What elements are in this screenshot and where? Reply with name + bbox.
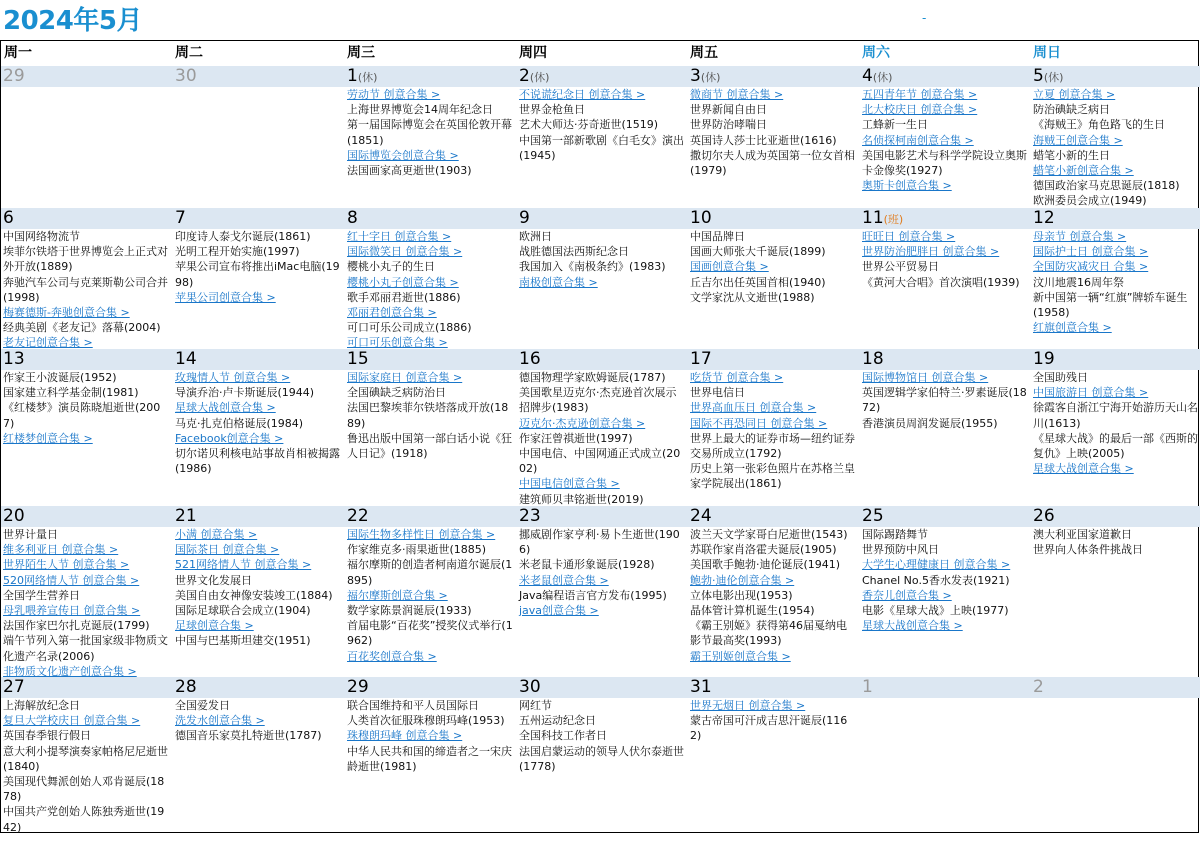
collection-link[interactable]: 百花奖创意合集 > (347, 649, 437, 663)
day-number: 1 (347, 66, 358, 86)
day-number: 13 (3, 349, 25, 369)
event-text: 鲁迅出版中国第一部白话小说《狂人日记》(1918) (347, 431, 512, 461)
event-text: 国际踢踏舞节 (862, 528, 928, 541)
event-text: 历史上第一张彩色照片在苏格兰皇家学院展出(1861) (690, 462, 855, 491)
day-cell[interactable] (859, 208, 1030, 349)
collection-link[interactable]: 霸王别姬创意合集 > (690, 649, 791, 663)
event-text: 中国网络物流节 (3, 230, 80, 243)
collection-link[interactable]: 全国防灾减灾日 合集 > (1033, 260, 1149, 274)
collection-link[interactable]: 世界高血压日 创意合集 > (690, 401, 817, 415)
collection-link[interactable]: 梅赛德斯-奔驰创意合集 > (3, 306, 130, 320)
day-cell[interactable] (1030, 66, 1200, 208)
collection-link[interactable]: 星球大战创意合集 > (175, 401, 276, 415)
collection-link[interactable]: 母亲节 创意合集 > (1033, 230, 1127, 243)
day-number: 17 (690, 349, 712, 369)
holiday-tag: (休) (357, 71, 378, 84)
day-header (1, 349, 172, 370)
collection-link[interactable]: 国际微笑日 创意合集 > (347, 245, 463, 259)
collection-link[interactable]: 米老鼠创意合集 > (519, 573, 609, 587)
event-text: 晶体管计算机诞生(1954) (690, 604, 815, 618)
day-header (1030, 208, 1200, 229)
event-text: 《红楼梦》演员陈晓旭逝世(2007) (3, 401, 161, 430)
calendar (0, 40, 1199, 833)
day-header (1, 506, 172, 527)
day-header (687, 349, 859, 370)
collection-link[interactable]: 邓丽君创意合集 > (347, 306, 437, 320)
collection-link[interactable]: 老友记创意合集 > (3, 336, 93, 349)
day-header (1, 677, 172, 698)
collection-link[interactable]: 小满 创意合集 > (175, 528, 258, 541)
collection-link[interactable]: 中国旅游日 创意合集 > (1033, 386, 1149, 400)
event-text: 第一届国际博览会在英国伦敦开幕(1851) (347, 118, 512, 147)
day-cell[interactable] (1030, 506, 1200, 677)
day-number: 30 (175, 66, 197, 86)
collection-link[interactable]: 苹果公司创意合集 > (175, 290, 276, 304)
day-header (687, 677, 859, 698)
collection-link[interactable]: 旺旺日 创意合集 > (862, 230, 956, 243)
event-text: 世界金枪鱼日 (519, 103, 585, 117)
day-header (172, 208, 344, 229)
weekday-label: 周一 (4, 45, 32, 61)
weekday-label: 周二 (175, 45, 203, 61)
event-text: 《星球大战》的最后一部《西斯的复仇》上映(2005) (1033, 431, 1198, 461)
event-text: 上海解放纪念日 (3, 699, 80, 712)
weekday-label: 周六 (862, 45, 890, 61)
event-text: 作家王小波诞辰(1952) (3, 371, 117, 384)
collection-link[interactable]: 国际家庭日 创意合集 > (347, 371, 463, 384)
event-text: 世界向人体条件挑战日 (1033, 543, 1143, 557)
collection-link[interactable]: 维多利亚日 创意合集 > (3, 543, 119, 557)
collection-link[interactable]: Facebook创意合集 > (175, 431, 284, 445)
event-text: 香港演员周润发诞辰(1955) (862, 416, 998, 430)
collection-link[interactable]: 复旦大学校庆日 创意合集 > (3, 714, 141, 728)
page-title: 2024年5月 (3, 6, 142, 36)
weekday-header (1, 41, 1198, 66)
event-text: 美国现代舞派创始人邓肯诞辰(1878) (3, 775, 165, 804)
event-text: 苏联作家肖洛霍夫诞辰(1905) (690, 543, 837, 557)
collection-link[interactable]: 国际不再恐同日 创意合集 > (690, 416, 828, 430)
day-number: 2 (1033, 677, 1044, 697)
day-cell[interactable] (516, 208, 687, 349)
day-cell[interactable] (172, 506, 344, 677)
collection-link[interactable]: 香奈儿创意合集 > (862, 588, 952, 602)
collection-link[interactable]: 名侦探柯南创意合集 > (862, 133, 974, 147)
collection-link[interactable]: 红旗创意合集 > (1033, 321, 1112, 335)
day-number: 20 (3, 506, 25, 526)
collection-link[interactable]: java创意合集 > (519, 604, 599, 618)
collection-link[interactable]: 国际博物馆日 创意合集 > (862, 371, 989, 384)
day-header (344, 349, 516, 370)
event-text: 世界预防中风日 (862, 543, 939, 557)
day-header (172, 677, 344, 698)
collection-link[interactable]: 五四青年节 创意合集 > (862, 88, 978, 101)
day-header (344, 677, 516, 698)
day-number: 10 (690, 208, 712, 228)
event-text: 汶川地震16周年祭 (1033, 275, 1124, 289)
event-text: 澳大利亚国家道歉日 (1033, 528, 1132, 541)
day-header (859, 208, 1030, 229)
holiday-tag: (休) (700, 71, 721, 84)
event-text: 世界公平贸易日 (862, 260, 939, 274)
collection-link[interactable]: 母乳喂养宣传日 创意合集 > (3, 604, 141, 618)
holiday-tag: (休) (1043, 71, 1064, 84)
weekday-label: 周日 (1033, 45, 1061, 61)
day-header (1030, 349, 1200, 370)
day-number: 8 (347, 208, 358, 228)
event-text: 上海世界博览会14周年纪念日 (347, 103, 493, 117)
day-cell[interactable] (859, 506, 1030, 677)
collection-link[interactable]: 奥斯卡创意合集 > (862, 179, 952, 193)
day-cell[interactable] (344, 349, 516, 506)
event-text: 可口可乐公司成立(1886) (347, 321, 472, 335)
collection-link[interactable]: 微商节 创意合集 > (690, 88, 784, 101)
event-text: 全国爱发日 (175, 699, 230, 712)
day-header (516, 66, 687, 87)
collection-link[interactable]: 足球创意合集 > (175, 619, 254, 633)
event-text: 全国助残日 (1033, 371, 1088, 384)
day-number: 26 (1033, 506, 1055, 526)
day-cell[interactable] (687, 349, 859, 506)
collection-link[interactable]: 大学生心理健康日 创意合集 > (862, 558, 1011, 572)
day-cell[interactable] (344, 677, 516, 834)
weekday-label: 周四 (519, 45, 547, 61)
day-number: 27 (3, 677, 25, 697)
day-cell[interactable] (344, 208, 516, 349)
event-text: 法国画家高更逝世(1903) (347, 164, 472, 178)
day-cell[interactable] (1, 66, 172, 208)
collection-link[interactable]: 国际博览会创意合集 > (347, 148, 459, 162)
day-header (859, 677, 1030, 698)
day-cell[interactable] (516, 349, 687, 506)
event-text: 世界防治哮喘日 (690, 118, 767, 132)
day-cell[interactable] (859, 66, 1030, 208)
day-header (516, 506, 687, 527)
day-header (172, 349, 344, 370)
day-number: 18 (862, 349, 884, 369)
collection-link[interactable]: 星球大战创意合集 > (862, 619, 963, 633)
calendar-grid (1, 66, 1198, 834)
event-text: 撒切尔夫人成为英国第一位女首相(1979) (690, 148, 855, 178)
day-number: 23 (519, 506, 541, 526)
top-dash-mark: - (922, 11, 927, 25)
day-number: 21 (175, 506, 197, 526)
collection-link[interactable]: 蜡笔小新创意合集 > (1033, 164, 1134, 178)
event-text: 德国政治家马克思诞辰(1818) (1033, 179, 1180, 193)
event-text: 立体电影出现(1953) (690, 588, 793, 602)
event-text: 中国品牌日 (690, 230, 745, 243)
day-number: 15 (347, 349, 369, 369)
day-header (859, 66, 1030, 87)
collection-link[interactable]: 南极创意合集 > (519, 275, 598, 289)
day-header (1, 66, 172, 87)
event-text: 法国巴黎埃菲尔铁塔落成开放(1889) (347, 401, 509, 430)
day-number: 29 (347, 677, 369, 697)
collection-link[interactable]: 洗发水创意合集 > (175, 714, 265, 728)
day-cell[interactable] (516, 66, 687, 208)
event-text: 徐霞客自浙江宁海开始游历天山名川(1613) (1033, 401, 1198, 430)
event-text: 中华人民共和国的缔造者之一宋庆龄逝世(1981) (347, 744, 512, 773)
day-header (516, 677, 687, 698)
day-cell[interactable] (344, 66, 516, 208)
day-number: 6 (3, 208, 14, 228)
event-text: 端午节列入第一批国家级非物质文化遗产名录(2006) (3, 634, 168, 663)
event-text: 防治碘缺乏病日 (1033, 103, 1110, 117)
event-text: 作家汪曾祺逝世(1997) (519, 431, 633, 445)
day-cell[interactable] (859, 349, 1030, 506)
collection-link[interactable]: 可口可乐创意合集 > (347, 336, 448, 349)
event-text: 切尔诺贝利核电站事故肖相被揭露(1986) (175, 447, 340, 476)
event-text: 中国电信、中国网通正式成立(2002) (519, 447, 681, 476)
event-text: 建筑师贝聿铭逝世(2019) (519, 492, 644, 506)
collection-link[interactable]: 不说谎纪念日 创意合集 > (519, 88, 646, 101)
event-text: 意大利小提琴演奏家帕格尼尼逝世(1840) (3, 744, 168, 773)
event-text: 美国歌手鲍勃·迪伦诞辰(1941) (690, 558, 841, 572)
event-text: 英国逻辑学家伯特兰·罗素诞辰(1872) (862, 386, 1027, 415)
day-cell[interactable] (687, 66, 859, 208)
event-text: 波兰天文学家哥白尼逝世(1543) (690, 528, 848, 541)
day-cell[interactable] (687, 677, 859, 834)
day-header (859, 506, 1030, 527)
event-text: 新中国第一辆“红旗”牌轿车诞生(1958) (1033, 290, 1188, 320)
day-header (516, 208, 687, 229)
event-text: 德国音乐家莫扎特逝世(1787) (175, 729, 322, 743)
day-header (344, 506, 516, 527)
event-text: 经典美剧《老友记》落幕(2004) (3, 321, 161, 335)
day-number: 7 (175, 208, 186, 228)
collection-link[interactable]: 521网络情人节 创意合集 > (175, 558, 312, 572)
collection-link[interactable]: 星球大战创意合集 > (1033, 462, 1134, 476)
day-cell[interactable] (172, 677, 344, 834)
day-number: 12 (1033, 208, 1055, 228)
day-cell[interactable] (687, 506, 859, 677)
collection-link[interactable]: 世界陌生人节 创意合集 > (3, 558, 130, 572)
day-cell[interactable] (172, 66, 344, 208)
day-header (1, 208, 172, 229)
collection-link[interactable]: 国际茶日 创意合集 > (175, 543, 280, 557)
event-text: 歌手邓丽君逝世(1886) (347, 290, 461, 304)
day-header (687, 208, 859, 229)
day-cell[interactable] (1030, 677, 1200, 834)
collection-link[interactable]: 樱桃小丸子创意合集 > (347, 275, 459, 289)
collection-link[interactable]: 国际生物多样性日 创意合集 > (347, 528, 496, 541)
event-text: 首届电影“百花奖”授奖仪式举行(1962) (347, 619, 513, 648)
event-text: 奔驰汽车公司与克莱斯勒公司合并(1998) (3, 275, 168, 304)
day-cell[interactable] (344, 506, 516, 677)
event-text: 全国碘缺乏病防治日 (347, 386, 446, 400)
collection-link[interactable]: 玫瑰情人节 创意合集 > (175, 371, 291, 384)
day-number: 1 (862, 677, 873, 697)
event-text: 电影《星球大战》上映(1977) (862, 604, 1009, 618)
day-number: 3 (690, 66, 701, 86)
day-header (859, 349, 1030, 370)
collection-link[interactable]: 世界无烟日 创意合集 > (690, 699, 806, 712)
event-text: 五州运动纪念日 (519, 714, 596, 728)
event-text: 蒙古帝国可汗成吉思汗诞辰(1162) (690, 714, 848, 743)
event-text: 世界上最大的证券市场—纽约证券交易所成立(1792) (690, 431, 855, 461)
workday-tag: (班) (883, 213, 904, 226)
day-header (516, 349, 687, 370)
day-number: 25 (862, 506, 884, 526)
event-text: 国家建立科学基金制(1981) (3, 386, 139, 400)
event-text: 国际足球联合会成立(1904) (175, 604, 311, 618)
day-header (344, 66, 516, 87)
day-header (687, 506, 859, 527)
day-number: 31 (690, 677, 712, 697)
collection-link[interactable]: 中国电信创意合集 > (519, 477, 620, 491)
collection-link[interactable]: 劳动节 创意合集 > (347, 88, 441, 101)
day-cell[interactable] (1, 349, 172, 506)
event-text: 文学家沈从文逝世(1988) (690, 290, 815, 304)
day-number: 9 (519, 208, 530, 228)
collection-link[interactable]: 世界防治肥胖日 创意合集 > (862, 245, 1000, 259)
event-text: 战胜德国法西斯纪念日 (519, 245, 629, 259)
collection-link[interactable]: 520网络情人节 创意合集 > (3, 573, 140, 587)
event-text: 蜡笔小新的生日 (1033, 148, 1110, 162)
event-text: Chanel No.5香水发表(1921) (862, 573, 1010, 587)
holiday-tag: (休) (529, 71, 550, 84)
day-number: 24 (690, 506, 712, 526)
event-text: 欧洲日 (519, 230, 552, 243)
day-cell[interactable] (859, 677, 1030, 834)
event-text: 世界计量日 (3, 528, 58, 541)
event-text: 世界新闻自由日 (690, 103, 767, 117)
event-text: 美国电影艺术与科学学院设立奥斯卡金像奖(1927) (862, 148, 1027, 178)
day-cell[interactable] (1, 208, 172, 349)
day-header (1030, 66, 1200, 87)
event-text: 世界电信日 (690, 386, 745, 400)
collection-link[interactable]: 福尔摩斯创意合集 > (347, 588, 448, 602)
day-cell[interactable] (1030, 208, 1200, 349)
day-cell[interactable] (1030, 349, 1200, 506)
event-text: 世界文化发展日 (175, 573, 252, 587)
collection-link[interactable]: 国画创意合集 > (690, 260, 769, 274)
event-text: 《黄河大合唱》首次演唱(1939) (862, 275, 1020, 289)
event-text: 全国科技工作者日 (519, 729, 607, 743)
event-text: 英国诗人莎士比亚逝世(1616) (690, 133, 837, 147)
event-text: 苹果公司宣布将推出iMac电脑(1998) (175, 260, 340, 289)
day-number: 22 (347, 506, 369, 526)
event-text: 德国物理学家欧姆诞辰(1787) (519, 371, 666, 384)
collection-link[interactable]: 红楼梦创意合集 > (3, 431, 93, 445)
day-number: 2 (519, 66, 530, 86)
collection-link[interactable]: 吃货节 创意合集 > (690, 371, 784, 384)
event-text: Java编程语言官方发布(1995) (519, 588, 667, 602)
event-text: 法国启蒙运动的领导人伏尔泰逝世(1778) (519, 744, 684, 773)
event-text: 中国共产党创始人陈独秀逝世(1942) (3, 805, 165, 834)
day-number: 4 (862, 66, 873, 86)
day-number: 11 (862, 208, 884, 228)
event-text: 导演乔治·卢卡斯诞辰(1944) (175, 386, 315, 400)
day-number: 14 (175, 349, 197, 369)
event-text: 《海贼王》角色路飞的生日 (1033, 118, 1165, 132)
event-text: 全国学生营养日 (3, 588, 80, 602)
event-text: 马克·扎克伯格诞辰(1984) (175, 416, 304, 430)
day-header (687, 66, 859, 87)
event-text: 联合国维持和平人员国际日 (347, 699, 479, 712)
holiday-tag: (休) (872, 71, 893, 84)
event-text: 光明工程开始实施(1997) (175, 245, 300, 259)
collection-link[interactable]: 立夏 创意合集 > (1033, 88, 1116, 101)
event-text: 福尔摩斯的创造者柯南道尔诞辰(1895) (347, 558, 513, 587)
event-text: 美国自由女神像安装竣工(1884) (175, 588, 333, 602)
weekday-label: 周三 (347, 45, 375, 61)
day-number: 16 (519, 349, 541, 369)
event-text: 英国春季银行假日 (3, 729, 91, 743)
day-cell[interactable] (172, 349, 344, 506)
event-text: 人类首次征服珠穆朗玛峰(1953) (347, 714, 505, 728)
event-text: 我国加入《南极条约》(1983) (519, 260, 666, 274)
day-header (1030, 506, 1200, 527)
collection-link[interactable]: 珠穆朗玛峰 创意合集 > (347, 729, 463, 743)
collection-link[interactable]: 迈克尔·杰克逊创意合集 > (519, 416, 646, 430)
day-number: 5 (1033, 66, 1044, 86)
event-text: 中国与巴基斯坦建交(1951) (175, 634, 311, 648)
event-text: 印度诗人泰戈尔诞辰(1861) (175, 230, 311, 243)
event-text: 樱桃小丸子的生日 (347, 260, 435, 274)
event-text: 数学家陈景润诞辰(1933) (347, 604, 472, 618)
day-header (172, 66, 344, 87)
event-text: 艺术大师达·芬奇逝世(1519) (519, 118, 659, 132)
event-text: 工蜂新一生日 (862, 118, 928, 132)
day-header (344, 208, 516, 229)
event-text: 法国作家巴尔扎克诞辰(1799) (3, 619, 150, 633)
event-text: 丘吉尔出任英国首相(1940) (690, 275, 826, 289)
day-cell[interactable] (516, 506, 687, 677)
weekday-label: 周五 (690, 45, 718, 61)
day-header (172, 506, 344, 527)
collection-link[interactable]: 国际护士日 创意合集 > (1033, 245, 1149, 259)
event-text: 中国第一部新歌剧《白毛女》演出(1945) (519, 133, 684, 162)
day-number: 19 (1033, 349, 1055, 369)
event-text: 《霸王别姬》获得第46届戛纳电影节最高奖(1993) (690, 619, 847, 648)
event-text: 国画大师张大千诞辰(1899) (690, 245, 826, 259)
day-cell[interactable] (1, 506, 172, 677)
event-text: 挪威剧作家亨利·易卜生逝世(1906) (519, 528, 680, 557)
collection-link[interactable]: 非物质文化遗产创意合集 > (3, 664, 137, 677)
event-text: 欧洲委员会成立(1949) (1033, 194, 1147, 208)
collection-link[interactable]: 鲍勃·迪伦创意合集 > (690, 573, 795, 587)
day-cell[interactable] (172, 208, 344, 349)
day-cell[interactable] (687, 208, 859, 349)
day-number: 28 (175, 677, 197, 697)
day-number: 29 (3, 66, 25, 86)
collection-link[interactable]: 海贼王创意合集 > (1033, 133, 1123, 147)
day-cell[interactable] (1, 677, 172, 834)
event-text: 作家维克多·雨果逝世(1885) (347, 543, 487, 557)
event-text: 网红节 (519, 699, 552, 712)
event-text: 米老鼠卡通形象诞辰(1928) (519, 558, 655, 572)
event-text: 美国歌星迈克尔·杰克逊首次展示招牌步(1983) (519, 386, 677, 415)
day-number: 30 (519, 677, 541, 697)
day-cell[interactable] (516, 677, 687, 834)
event-text: 埃菲尔铁塔于世界博览会上正式对外开放(1889) (3, 245, 168, 274)
day-header (1030, 677, 1200, 698)
collection-link[interactable]: 红十字日 创意合集 > (347, 230, 452, 243)
collection-link[interactable]: 北大校庆日 创意合集 > (862, 103, 978, 117)
